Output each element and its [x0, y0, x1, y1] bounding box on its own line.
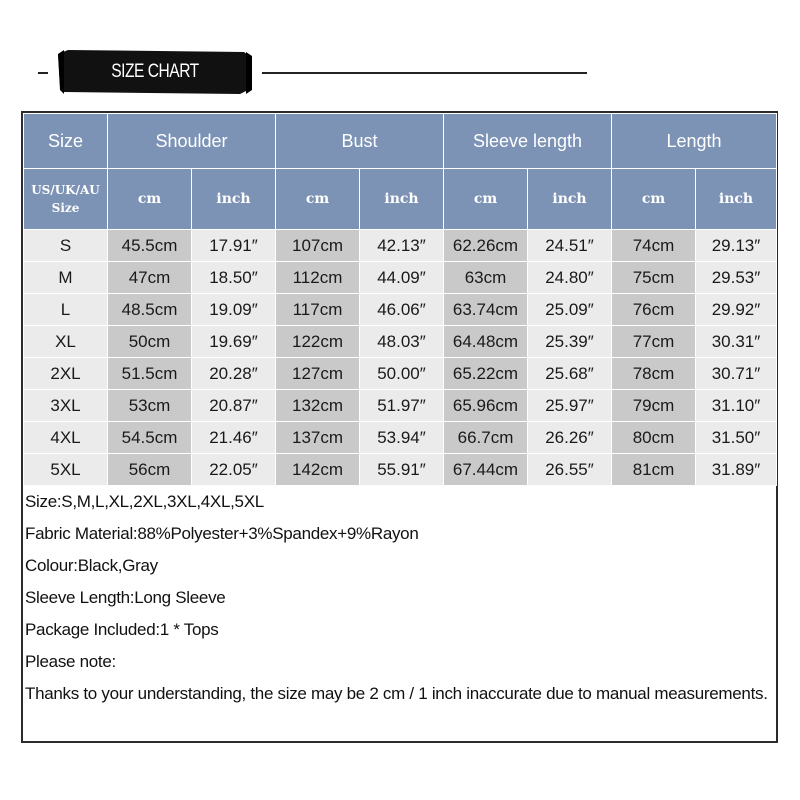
shoulder-cm-cell: 53cm [108, 390, 192, 422]
info-note-text: Thanks to your understanding, the size may be 2 cm / 1 inch inaccurate due to manual measurements. [25, 684, 768, 703]
length-cm-cell: 77cm [612, 326, 696, 358]
unit-header-inch: inch [360, 169, 444, 230]
length-inch-cell: 29.92″ [696, 294, 777, 326]
shoulder-cm-cell: 45.5cm [108, 230, 192, 262]
unit-header-cm: cm [444, 169, 528, 230]
unit-header-inch: inch [192, 169, 276, 230]
unit-header-inch: inch [528, 169, 612, 230]
col-header-bust: Bust [276, 114, 444, 169]
bust-cm-cell: 142cm [276, 454, 360, 486]
shoulder-inch-cell: 19.09″ [192, 294, 276, 326]
shoulder-inch-cell: 20.28″ [192, 358, 276, 390]
col-header-shoulder: Shoulder [108, 114, 276, 169]
header-rule [262, 72, 587, 74]
info-note-heading: Please note: [25, 652, 116, 671]
size-cell: XL [24, 326, 108, 358]
shoulder-inch-cell: 18.50″ [192, 262, 276, 294]
sleeve-inch-cell: 25.09″ [528, 294, 612, 326]
bust-inch-cell: 42.13″ [360, 230, 444, 262]
sleeve-cm-cell: 67.44cm [444, 454, 528, 486]
length-inch-cell: 31.10″ [696, 390, 777, 422]
length-cm-cell: 80cm [612, 422, 696, 454]
unit-header-cm: cm [276, 169, 360, 230]
info-sizes: Size:S,M,L,XL,2XL,3XL,4XL,5XL [25, 492, 264, 511]
sleeve-cm-cell: 64.48cm [444, 326, 528, 358]
length-inch-cell: 30.31″ [696, 326, 777, 358]
bust-inch-cell: 51.97″ [360, 390, 444, 422]
bust-inch-cell: 48.03″ [360, 326, 444, 358]
header-dash-left [38, 72, 48, 74]
unit-header-inch: inch [696, 169, 777, 230]
shoulder-inch-cell: 21.46″ [192, 422, 276, 454]
sleeve-inch-cell: 25.39″ [528, 326, 612, 358]
sleeve-cm-cell: 65.96cm [444, 390, 528, 422]
size-cell: 5XL [24, 454, 108, 486]
sleeve-inch-cell: 25.68″ [528, 358, 612, 390]
group-header-row [24, 114, 777, 169]
length-cm-cell: 81cm [612, 454, 696, 486]
info-package: Package Included:1 * Tops [25, 620, 219, 639]
sleeve-cm-cell: 65.22cm [444, 358, 528, 390]
bust-cm-cell: 132cm [276, 390, 360, 422]
shoulder-cm-cell: 51.5cm [108, 358, 192, 390]
shoulder-cm-cell: 47cm [108, 262, 192, 294]
bust-inch-cell: 55.91″ [360, 454, 444, 486]
unit-header-cm: cm [108, 169, 192, 230]
sleeve-inch-cell: 26.26″ [528, 422, 612, 454]
length-inch-cell: 31.89″ [696, 454, 777, 486]
length-inch-cell: 29.13″ [696, 230, 777, 262]
table-row [24, 326, 777, 358]
bust-cm-cell: 137cm [276, 422, 360, 454]
shoulder-inch-cell: 19.69″ [192, 326, 276, 358]
length-inch-cell: 30.71″ [696, 358, 777, 390]
page-title: SIZE CHART [111, 61, 199, 82]
sleeve-inch-cell: 26.55″ [528, 454, 612, 486]
shoulder-inch-cell: 22.05″ [192, 454, 276, 486]
info-sleeve-length: Sleeve Length:Long Sleeve [25, 588, 226, 607]
col-header-length: Length [612, 114, 777, 169]
shoulder-cm-cell: 54.5cm [108, 422, 192, 454]
size-cell: S [24, 230, 108, 262]
size-cell: M [24, 262, 108, 294]
col-header-size: Size [24, 114, 108, 169]
table-row [24, 230, 777, 262]
table-row [24, 390, 777, 422]
table-row [24, 262, 777, 294]
length-cm-cell: 79cm [612, 390, 696, 422]
size-chart-banner [58, 50, 252, 94]
unit-header-row [24, 169, 777, 230]
sleeve-cm-cell: 63cm [444, 262, 528, 294]
table-row [24, 358, 777, 390]
unit-header-cm: cm [612, 169, 696, 230]
length-inch-cell: 29.53″ [696, 262, 777, 294]
shoulder-cm-cell: 50cm [108, 326, 192, 358]
col-header-sleeve-length: Sleeve length [444, 114, 612, 169]
length-cm-cell: 75cm [612, 262, 696, 294]
bust-inch-cell: 53.94″ [360, 422, 444, 454]
bust-inch-cell: 44.09″ [360, 262, 444, 294]
size-region-label [24, 169, 108, 230]
table-row [24, 454, 777, 486]
shoulder-cm-cell: 56cm [108, 454, 192, 486]
sleeve-cm-cell: 66.7cm [444, 422, 528, 454]
bust-cm-cell: 112cm [276, 262, 360, 294]
info-fabric: Fabric Material:88%Polyester+3%Spandex+9%Rayon [25, 524, 419, 543]
bust-cm-cell: 127cm [276, 358, 360, 390]
shoulder-cm-cell: 48.5cm [108, 294, 192, 326]
size-table [23, 113, 777, 486]
length-inch-cell: 31.50″ [696, 422, 777, 454]
bust-inch-cell: 50.00″ [360, 358, 444, 390]
size-cell: L [24, 294, 108, 326]
size-region-line-1: US/UK/AU [31, 183, 100, 197]
length-cm-cell: 76cm [612, 294, 696, 326]
length-cm-cell: 78cm [612, 358, 696, 390]
size-cell: 4XL [24, 422, 108, 454]
length-cm-cell: 74cm [612, 230, 696, 262]
table-row [24, 294, 777, 326]
size-cell: 2XL [24, 358, 108, 390]
table-row [24, 422, 777, 454]
bust-cm-cell: 117cm [276, 294, 360, 326]
sleeve-inch-cell: 24.51″ [528, 230, 612, 262]
size-region-line-2: Size [51, 201, 80, 215]
bust-cm-cell: 107cm [276, 230, 360, 262]
product-info [25, 486, 775, 710]
size-cell: 3XL [24, 390, 108, 422]
sleeve-cm-cell: 63.74cm [444, 294, 528, 326]
shoulder-inch-cell: 17.91″ [192, 230, 276, 262]
bust-cm-cell: 122cm [276, 326, 360, 358]
sleeve-cm-cell: 62.26cm [444, 230, 528, 262]
info-colour: Colour:Black,Gray [25, 556, 158, 575]
bust-inch-cell: 46.06″ [360, 294, 444, 326]
sleeve-inch-cell: 25.97″ [528, 390, 612, 422]
sleeve-inch-cell: 24.80″ [528, 262, 612, 294]
shoulder-inch-cell: 20.87″ [192, 390, 276, 422]
